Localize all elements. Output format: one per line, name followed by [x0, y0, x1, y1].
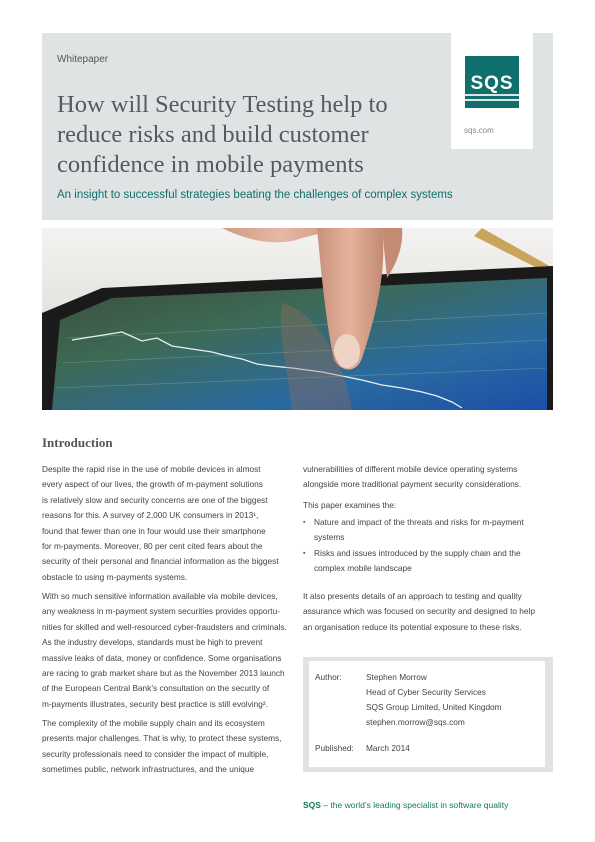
author-label: Author:	[315, 672, 342, 682]
header-panel	[42, 33, 553, 220]
intro-paragraph-3	[42, 716, 294, 778]
text-line: is relatively slow and security concerns are one of the biggest	[42, 494, 268, 505]
hand-on-tablet-image	[42, 228, 553, 410]
page-title	[57, 90, 437, 180]
sqs-logo	[465, 56, 519, 108]
svg-text:SQS: SQS	[470, 73, 514, 94]
logo-box	[451, 33, 533, 149]
footer-tagline	[303, 800, 508, 810]
text-line: sometimes public, network infrastructures, and the unique	[42, 764, 255, 775]
text-line: It also presents details of an approach to testing and quality	[303, 591, 522, 601]
footer-brand: SQS	[303, 800, 321, 810]
text-line: complex mobile landscape	[314, 563, 412, 574]
author-company: SQS Group Limited, United Kingdom	[366, 702, 502, 712]
logo-url: sqs.com	[464, 126, 494, 135]
footer-text: – the world’s leading specialist in software quality	[320, 800, 509, 810]
document-type-label: Whitepaper	[57, 54, 109, 65]
text-line: presents major challenges. That is why, to protect these systems,	[42, 733, 282, 744]
text-line: every aspect of our lives, the growth of m-payment solutions	[42, 479, 263, 490]
intro-paragraph-1	[42, 462, 294, 585]
list-item	[303, 546, 553, 577]
text-line: As the industry develops, standards must be high to prevent	[42, 637, 263, 648]
intro-paragraph-2	[42, 589, 294, 712]
page-subtitle: An insight to successful strategies beating the challenges of complex systems	[57, 189, 453, 201]
published-label: Published:	[315, 743, 354, 753]
text-line: obstacle to using m-payments systems.	[42, 571, 188, 582]
text-line: ▪ Nature and impact of the threats and risks for m-payment	[314, 517, 524, 527]
text-line: of the European Central Bank’s consultation on the security of	[42, 683, 270, 694]
text-line: assurance which was focused on security and designed to help	[303, 606, 535, 617]
section-heading: Introduction	[42, 435, 113, 450]
text-line: reasons for this. A survey of 2,000 UK consumers in 2013¹,	[42, 510, 259, 521]
text-line: for m-payments. Moreover, 80 per cent cited fears about the	[42, 541, 263, 552]
text-line: security of their personal and financial information as the biggest	[42, 556, 279, 567]
author-box-inner	[309, 661, 545, 767]
text-line: alongside more traditional payment security considerations.	[303, 479, 522, 490]
title-line: confidence in mobile payments	[57, 151, 364, 178]
text-line: m-payments illustrates, security best practice is still evolving².	[42, 698, 268, 709]
text-line: security professionals need to consider the impact of multiple,	[42, 748, 269, 759]
title-line: How will Security Testing help to	[57, 91, 388, 118]
text-line: are racing to grab market share but as the November 2013 launch	[42, 668, 285, 679]
text-line: ▪ Risks and issues introduced by the supply chain and the	[314, 547, 521, 558]
text-line: any weakness in m-payment system securities provides opportu-	[42, 606, 280, 617]
text-line: massive leaks of data, money or confidence. Some organisations	[42, 652, 282, 663]
author-role: Head of Cyber Security Services	[366, 687, 486, 697]
author-box	[303, 657, 553, 772]
right-paragraph-2: This paper examines the:	[303, 500, 397, 510]
published-date: March 2014	[366, 743, 410, 753]
author-name: Stephen Morrow	[366, 672, 427, 682]
text-line: With so much sensitive information available via mobile devices,	[42, 591, 278, 601]
text-line: an organisation reduce its potential exposure to these risks.	[303, 621, 522, 632]
right-paragraph-3	[303, 589, 555, 635]
text-line: Despite the rapid rise in the use of mobile devices in almost	[42, 464, 261, 474]
text-line: systems	[314, 532, 345, 543]
list-item	[303, 515, 553, 546]
text-line: nities for skilled and well-resourced cyber-fraudsters and criminals.	[42, 621, 287, 632]
text-line: found that fewer than one in four would use their smartphone	[42, 525, 266, 536]
hero-photo	[42, 228, 553, 410]
text-line: vulnerabilities of different mobile device operating systems	[303, 464, 518, 474]
author-email[interactable]: stephen.morrow@sqs.com	[366, 717, 465, 727]
right-paragraph-1	[303, 462, 555, 493]
text-line: The complexity of the mobile supply chain and its ecosystem	[42, 718, 265, 728]
title-line: reduce risks and build customer	[57, 121, 369, 148]
examined-topics-list	[303, 515, 553, 577]
